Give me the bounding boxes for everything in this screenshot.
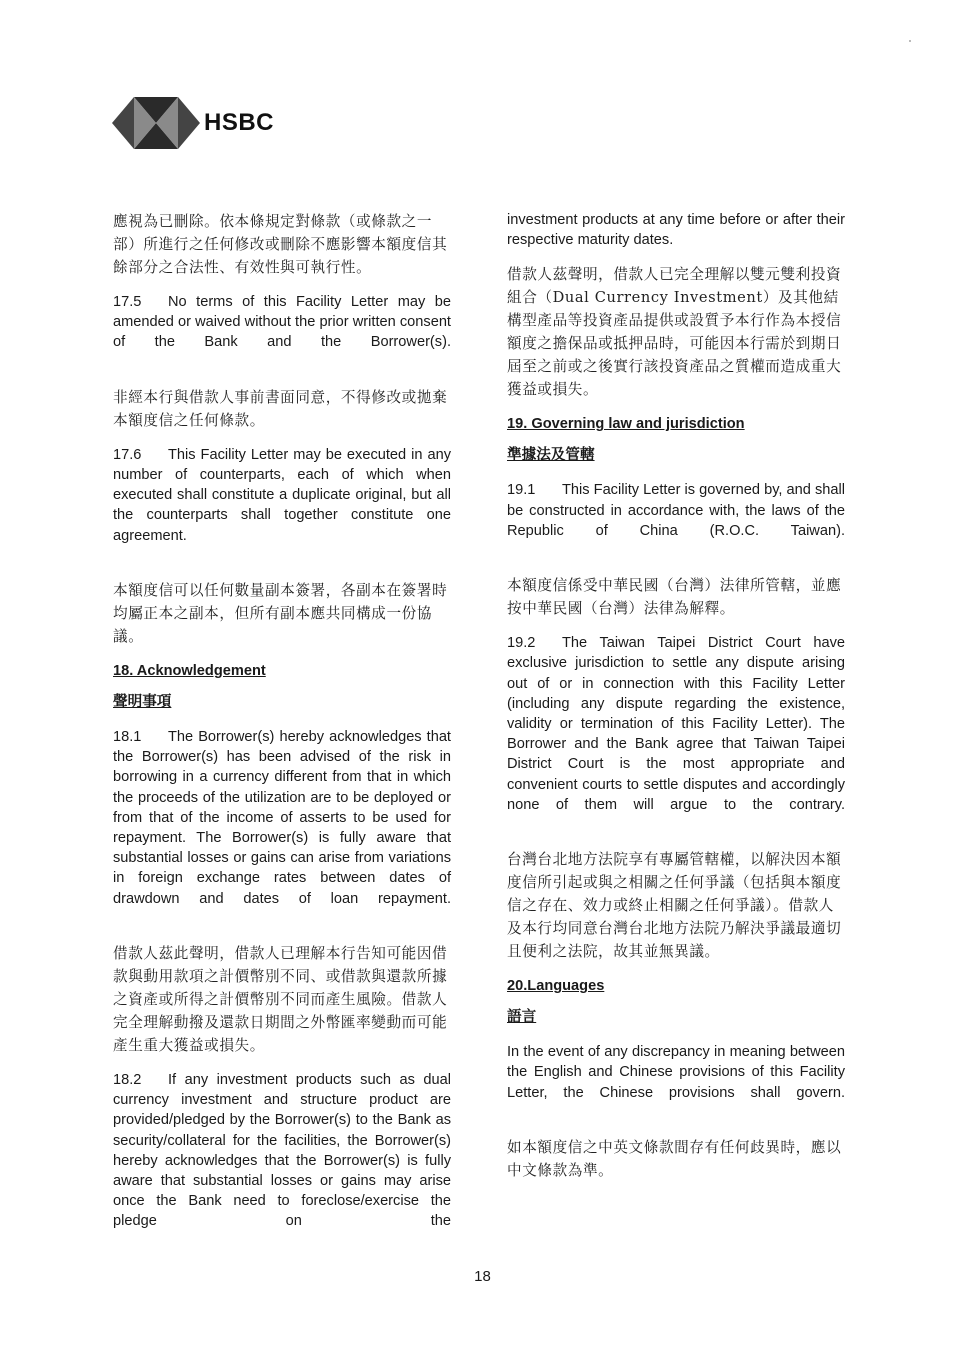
clause-text: The Borrower(s) hereby acknowledges that the Borrower(s) has been advised of the risk in borrowing in a currency different from that in which the proceeds of the utilization are to be deployed or from that of the income of asserts to be used for repayment. The Borrower(s) is fully aware that substantial losses or gains can arise from variations in foreign exchange rates between dates of drawdown and dates of loan repayment. [113, 729, 451, 907]
section-18-heading-en: 18. Acknowledgement [113, 663, 266, 680]
clause-text: No terms of this Facility Letter may be amended or waived without the prior written consent of the Bank and the Borrower(s). [113, 294, 451, 351]
clause-19-2-zh: 台灣台北地方法院享有專屬管轄權，以解決因本額度信所引起或與之相關之任何爭議（包括與本額度信之存在、效力或終止相關之任何爭議）。借款人及本行均同意台灣台北地方法院乃解決爭議最適切且便利之法院，故其並無異議。 [507, 851, 842, 961]
logo-text: HSBC [204, 109, 275, 136]
clause-19-1-en [507, 480, 845, 561]
clause-20-zh: 如本額度信之中英文條款間存有任何歧異時，應以中文條款為準。 [507, 1139, 842, 1180]
clause-text: If any investment products such as dual currency investment and structure product are provided/pledged by the Borrower(s) to the Bank as security/collateral for the facilities, the Borrower(s) hereby acknowledges that the Borrower(s) is fully aware that substantial losses or gains may arise once the Bank need to foreclose/exercise the pledge on the [113, 1072, 451, 1230]
clause-text: This Facility Letter is governed by, and shall be constructed in accordance with, the laws of the Republic of China (R.O.C. Taiwan). [507, 482, 845, 539]
clause-text: This Facility Letter may be executed in any number of counterparts, each of which when executed shall constitute a duplicate original, but all the counterparts shall together constitute one agreement. [113, 446, 451, 544]
clause-number: 19.1 [507, 482, 536, 499]
clause-18-2-continued-en: investment products at any time before or after their respective maturity dates. [507, 212, 845, 249]
clause-19-1-zh: 本額度信係受中華民國（台灣）法律所管轄，並應按中華民國（台灣）法律為解釋。 [507, 577, 842, 618]
clause-20-en: In the event of any discrepancy in meaning between the English and Chinese provisions of this Facility Letter, the Chinese provisions shall govern. [507, 1044, 845, 1101]
section-18-heading-zh: 聲明事項 [113, 693, 172, 711]
clause-number: 18.1 [113, 729, 142, 746]
left-column [113, 210, 451, 1265]
clause-17-4-continued-zh: 應視為已刪除。依本條規定對條款（或條款之一部）所進行之任何修改或刪除不應影響本額度信其餘部分之合法性、有效性與可執行性。 [113, 213, 448, 276]
clause-number: 17.5 [113, 294, 142, 310]
right-column [507, 210, 845, 1195]
clause-19-2-en [507, 633, 845, 835]
clause-text: The Taiwan Taipei District Court have exclusive jurisdiction to settle any dispute arising out of or in connection with this Facility Letter (including any dispute regarding the existence, validity or termination of this Facility Letter). The Borrower and the Bank agree that Taiwan Taipei District Court is the most appropriate and convenient courts to settle disputes and accordingly none of them will argue to the contrary. [507, 635, 845, 813]
clause-number: 17.6 [113, 446, 142, 463]
section-19-heading-zh: 準據法及管轄 [507, 446, 595, 464]
clause-18-1-en [113, 727, 451, 929]
hexagon-logo-icon [112, 97, 200, 149]
section-20-heading-en: 20.Languages [507, 978, 605, 995]
clause-18-2-zh: 借款人茲聲明，借款人已完全理解以雙元雙利投資組合（Dual Currency Investment）及其他結構型產品等投資產品提供或設質予本行作為本授信額度之擔保品或抵押品時，可能因本行需於到期日屆至之前或之後實行該投資產品之質權而造成重大獲益或損失。 [507, 266, 842, 399]
clause-17-6-zh: 本額度信可以任何數量副本簽署，各副本在簽署時均屬正本之副本，但所有副本應共同構成一份協議。 [113, 582, 448, 646]
clause-18-1-zh: 借款人茲此聲明，借款人已理解本行告知可能因借款與動用款項之計價幣別不同、或借款與還款所據之資產或所得之計價幣別不同而產生風險。借款人完全理解動撥及還款日期間之外幣匯率變動而可能產生重大獲益或損失。 [113, 945, 448, 1055]
hsbc-logo [112, 97, 274, 149]
clause-number: 18.2 [113, 1072, 142, 1089]
clause-17-5-en [113, 292, 451, 373]
clause-18-2-en [113, 1070, 451, 1252]
clause-17-6-en [113, 445, 451, 566]
page-number: 18 [474, 1268, 491, 1285]
section-19-heading-en: 19. Governing law and jurisdiction [507, 416, 745, 433]
clause-17-5-zh: 非經本行與借款人事前書面同意，不得修改或拋棄本額度信之任何條款。 [113, 388, 448, 429]
section-20-heading-zh: 語言 [507, 1008, 537, 1026]
clause-number: 19.2 [507, 635, 536, 652]
scan-speck [909, 40, 911, 42]
